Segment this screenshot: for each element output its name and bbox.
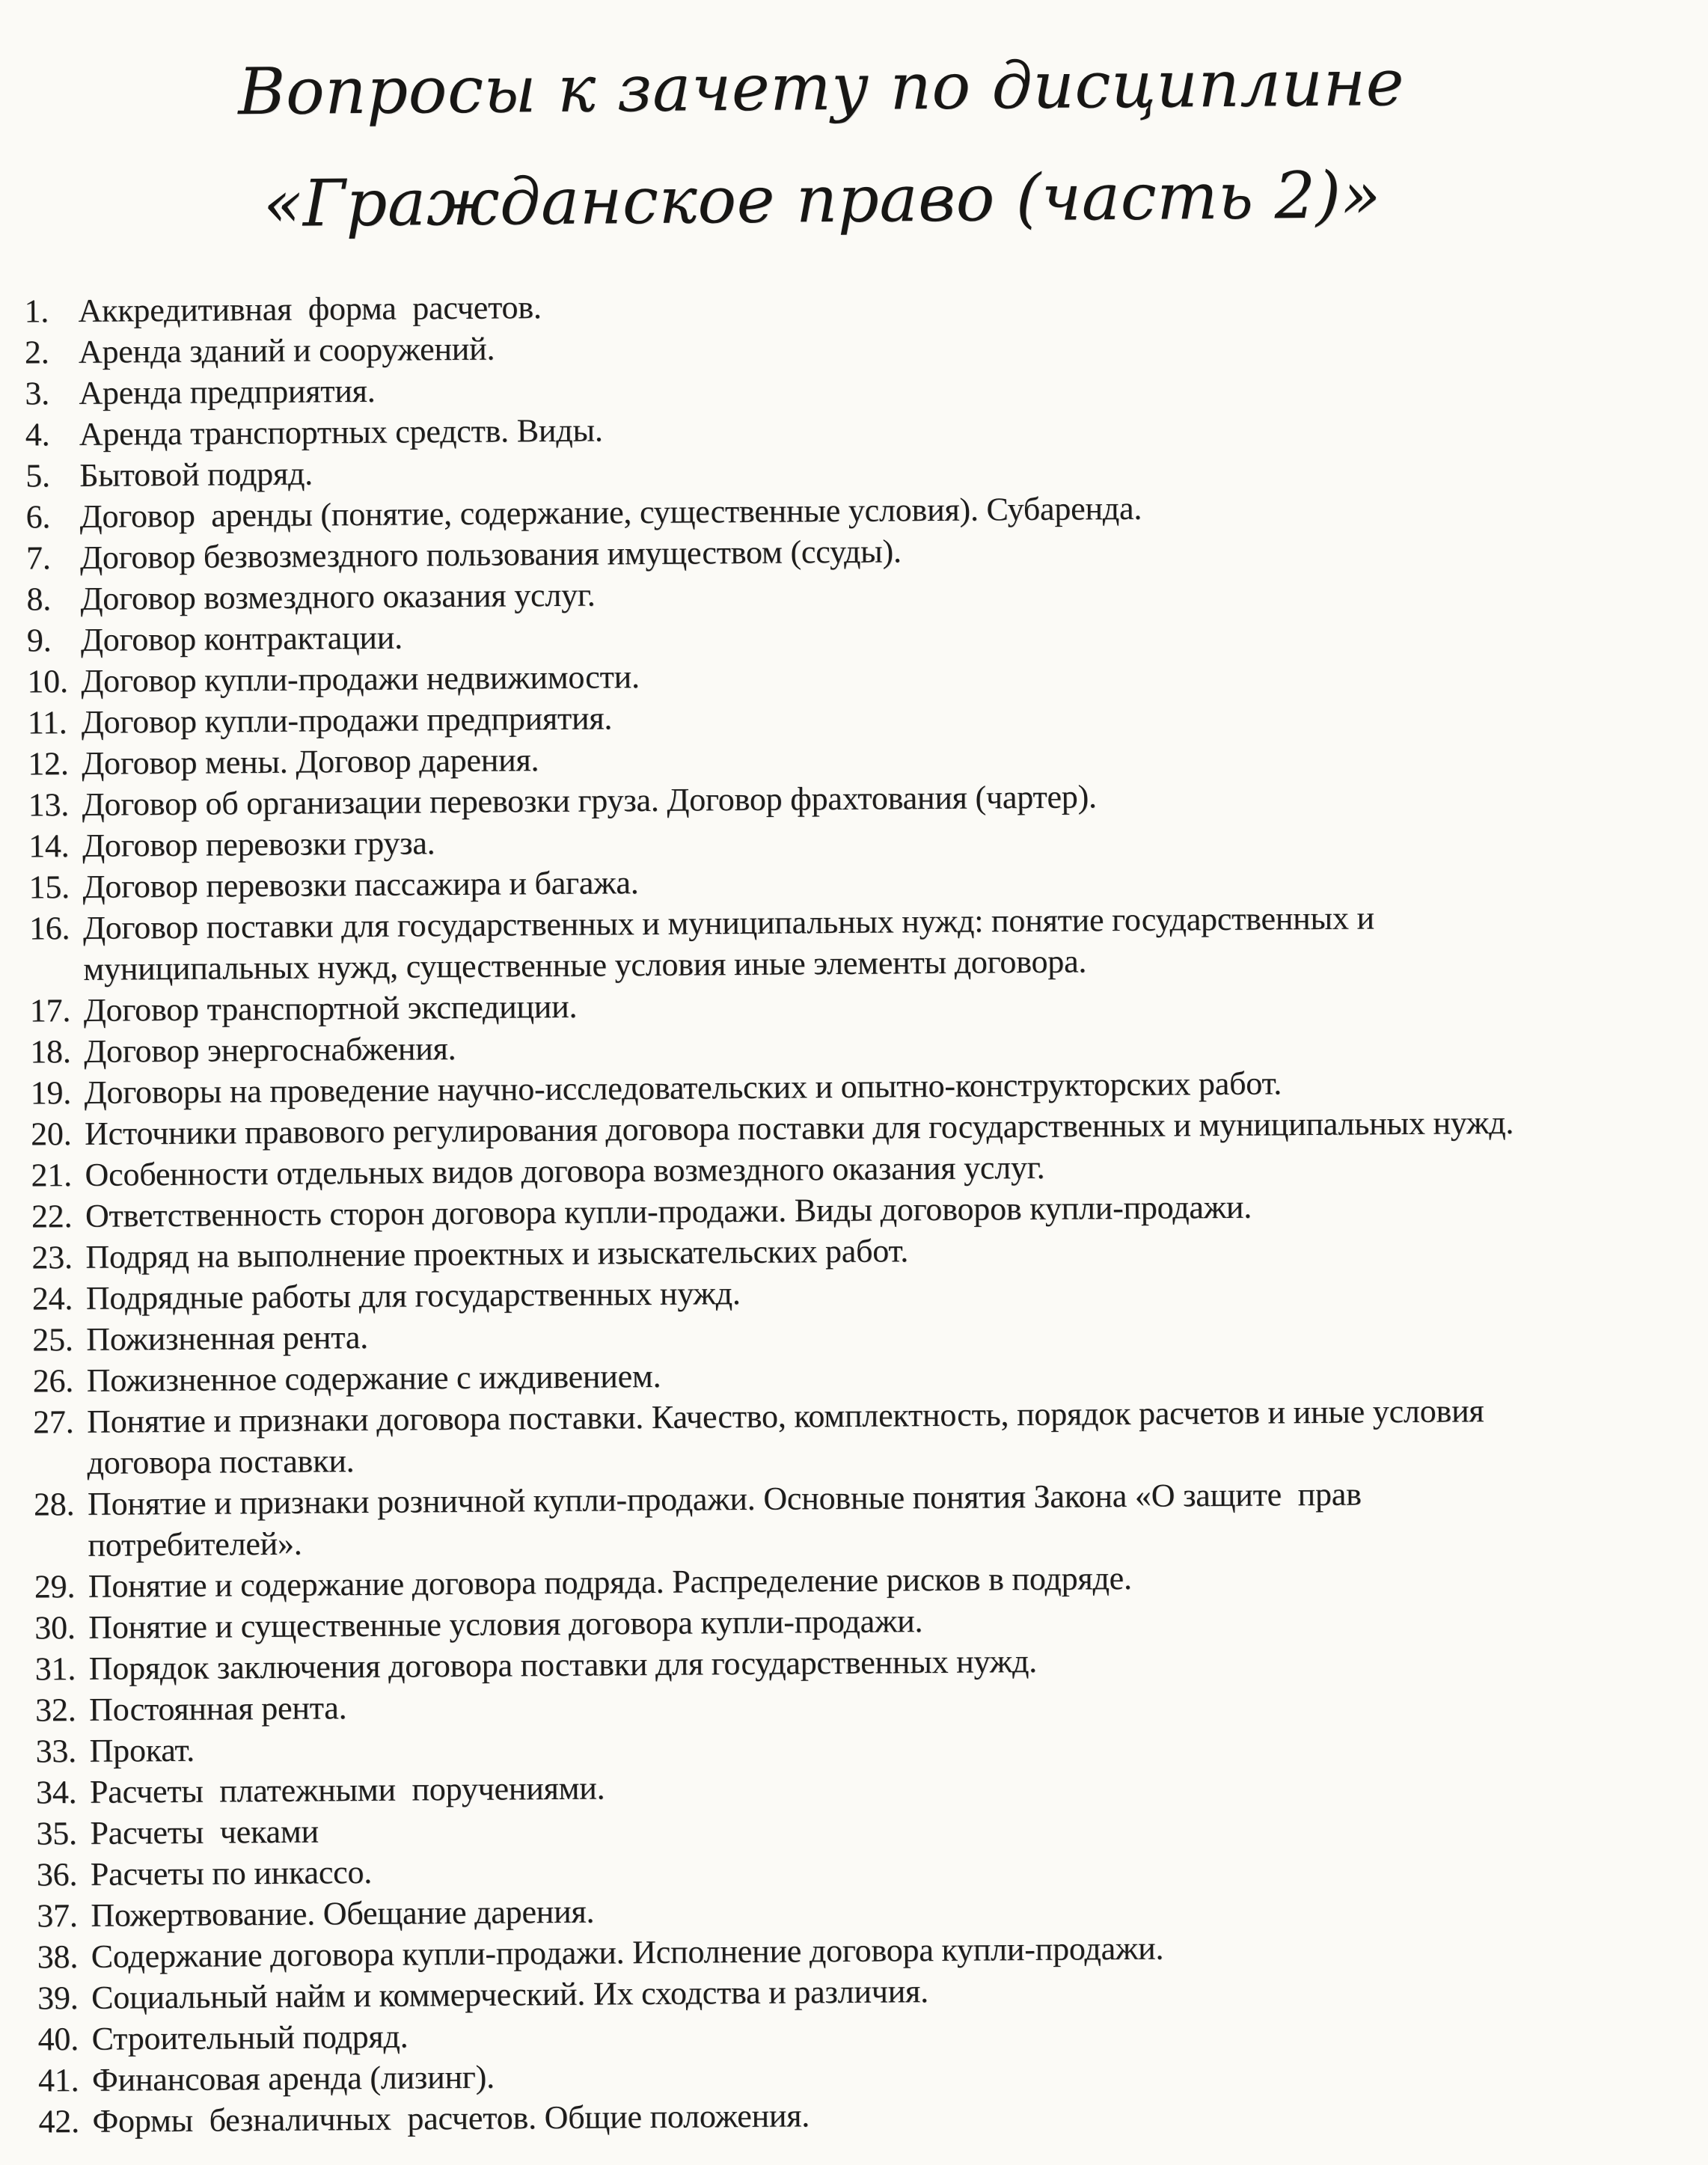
question-number: 31. (34, 1650, 76, 1688)
question-text: Финансовая аренда (лизинг). (91, 2058, 495, 2098)
question-text: Порядок заключения договора поставки для государственных нужд. (88, 1642, 1038, 1687)
question-text: Расчеты платежными поручениями. (89, 1769, 605, 1810)
question-text: Понятие и содержание договора подряда. Распределение рисков в подряде. (88, 1559, 1132, 1605)
question-text: Договор купли-продажи предприятия. (81, 699, 613, 741)
question-item (29, 895, 1673, 990)
question-number: 20. (30, 1115, 72, 1153)
question-text: Ответственность сторон договора купли-продажи. Виды договоров купли-продажи. (85, 1188, 1252, 1234)
question-number: 29. (34, 1568, 76, 1605)
question-text: Пожизненное содержание с иждивением. (86, 1357, 661, 1399)
question-number: 23. (31, 1239, 73, 1276)
question-item (34, 1471, 1677, 1566)
question-number: 18. (30, 1033, 71, 1071)
question-text: Постоянная рента. (88, 1689, 347, 1728)
question-number: 11. (27, 704, 67, 741)
question-text: Строительный подряд. (91, 2018, 408, 2057)
question-number: 7. (25, 539, 51, 577)
question-number: 12. (28, 745, 69, 783)
question-number: 39. (37, 1979, 79, 2017)
question-text: Договор транспортной экспедиции. (83, 987, 578, 1029)
question-number: 2. (24, 334, 49, 371)
scan-artifact-mark (1516, 0, 1561, 4)
question-number: 33. (35, 1733, 77, 1770)
question-text: Договор перевозки груза. (82, 824, 435, 864)
question-item (33, 1388, 1677, 1483)
question-text: Договор поставки для государственных и муниципальных нужд: понятие государственных и муниципальных нужд, существенные условия иные элементы договора. (82, 899, 1375, 987)
question-text: Аренда зданий и сооружений. (78, 330, 495, 370)
question-text: Подрядные работы для государственных нужд. (85, 1275, 741, 1317)
question-text: Содержание договора купли-продажи. Исполнение договора купли-продажи. (91, 1929, 1164, 1975)
question-number: 34. (35, 1774, 77, 1811)
question-text: Понятие и признаки розничной купли-продажи. Основные понятия Закона «О защите прав потребителей». (87, 1475, 1362, 1564)
question-number: 28. (33, 1486, 75, 1523)
question-number: 8. (26, 581, 52, 618)
question-number: 17. (29, 992, 71, 1029)
question-number: 16. (28, 910, 70, 947)
question-list (24, 278, 1681, 2142)
question-number: 27. (32, 1403, 74, 1441)
question-text: Расчеты по инкассо. (90, 1853, 373, 1893)
question-text: Подряд на выполнение проектных и изыскательских работ. (85, 1232, 909, 1276)
question-text: Пожизненная рента. (86, 1318, 369, 1358)
question-text: Понятие и существенные условия договора купли-продажи. (88, 1602, 923, 1646)
question-text: Договор контрактации. (80, 619, 403, 658)
question-text: Аренда транспортных средств. Виды. (79, 411, 603, 453)
question-text: Договор возмездного оказания услуг. (80, 576, 596, 617)
question-number: 1. (24, 293, 49, 330)
question-number: 24. (31, 1280, 73, 1317)
question-number: 6. (25, 498, 51, 536)
question-number: 38. (37, 1938, 79, 1976)
question-text: Прокат. (89, 1731, 195, 1769)
question-number: 22. (31, 1198, 73, 1235)
question-text: Источники правового регулирования договора поставки для государственных и муниципальных нужд. (84, 1103, 1514, 1152)
question-number: 32. (34, 1691, 76, 1729)
question-text: Аккредитивная форма расчетов. (78, 289, 542, 329)
question-number: 3. (25, 375, 50, 412)
question-text: Социальный найм и коммерческий. Их сходства и различия. (91, 1973, 929, 2016)
question-number: 36. (36, 1856, 78, 1893)
question-number: 30. (34, 1609, 76, 1647)
question-number: 37. (37, 1897, 78, 1935)
question-text: Особенности отдельных видов договора возмездного оказания услуг. (85, 1148, 1045, 1193)
question-number: 26. (32, 1362, 74, 1400)
question-number: 35. (36, 1815, 78, 1852)
question-text: Бытовой подряд. (79, 455, 313, 494)
question-text: Договор энергоснабжения. (84, 1030, 456, 1070)
question-number: 9. (26, 622, 52, 659)
question-text: Формы безналичных расчетов. Общие положения. (92, 2097, 810, 2140)
question-number: 41. (37, 2062, 79, 2099)
question-text: Договор перевозки пассажира и багажа. (82, 864, 639, 905)
document-title (0, 25, 1708, 263)
question-number: 25. (32, 1321, 73, 1359)
question-text: Пожертвование. Обещание дарения. (91, 1893, 595, 1934)
question-number: 10. (27, 663, 68, 700)
question-text: Понятие и признаки договора поставки. Качество, комплектность, порядок расчетов и иные условия договора поставки. (86, 1392, 1484, 1481)
question-text: Договор купли-продажи недвижимости. (81, 658, 640, 699)
question-text: Договор аренды (понятие, содержание, существенные условия). Субаренда. (79, 489, 1142, 535)
question-text: Договоры на проведение научно-исследовательских и опытно-конструкторских работ. (84, 1065, 1282, 1111)
question-number: 42. (38, 2103, 80, 2140)
question-text: Договор безвозмездного пользования имуществом (ссуды). (79, 533, 902, 576)
question-text: Аренда предприятия. (79, 372, 376, 411)
question-number: 5. (25, 457, 51, 494)
question-number: 4. (25, 416, 50, 453)
question-number: 19. (30, 1074, 72, 1112)
question-number: 21. (31, 1157, 73, 1194)
question-number: 40. (37, 2021, 79, 2058)
question-text: Договор об организации перевозки груза. Договор фрахтования (чартер). (82, 778, 1098, 823)
question-text: Договор мены. Договор дарения. (82, 741, 539, 782)
question-text: Расчеты чеками (90, 1813, 319, 1852)
question-number: 14. (28, 827, 70, 865)
page-title-line2: «Гражданское право (часть 2)» (263, 158, 1382, 242)
question-number: 13. (28, 786, 70, 824)
page-title-line1: Вопросы к зачету по дисциплине (237, 46, 1405, 130)
question-number: 15. (28, 869, 70, 906)
